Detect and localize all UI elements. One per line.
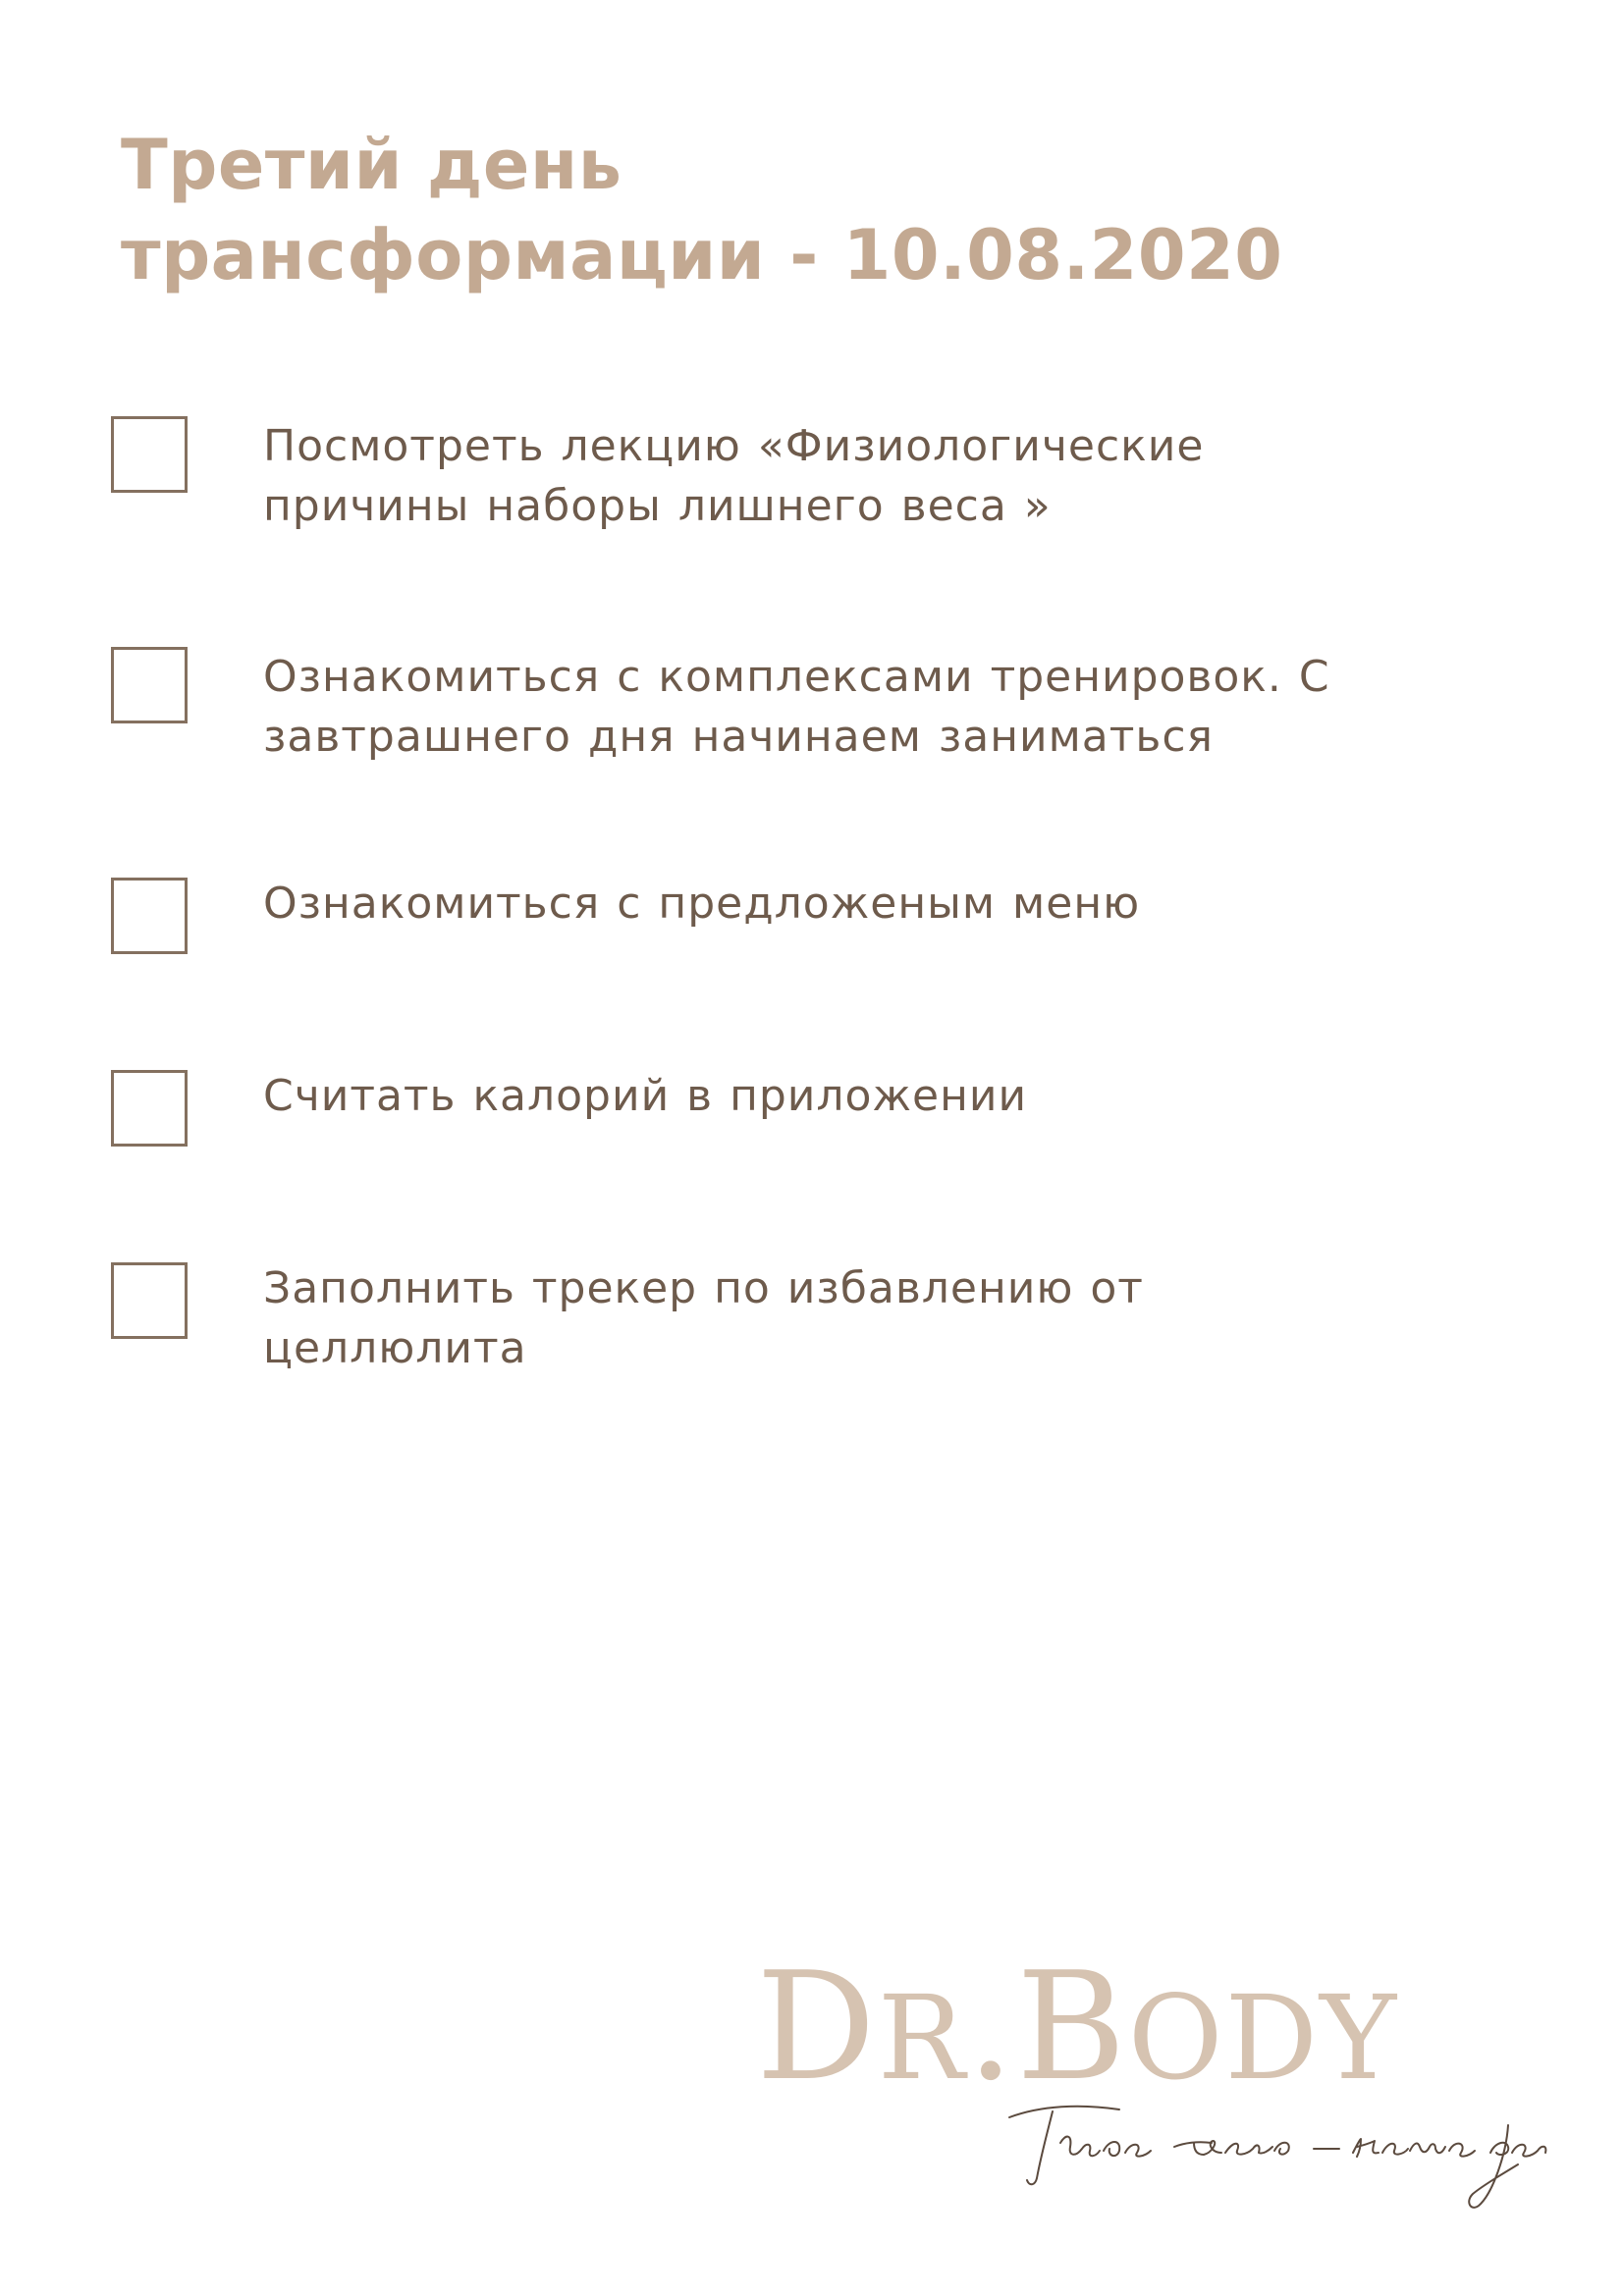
task-checkbox-2[interactable] (111, 647, 188, 723)
brand-slogan-signature (1001, 2096, 1551, 2214)
task-label-2 (263, 647, 1486, 767)
task-label-3 (263, 874, 1486, 934)
page-title-line-2: трансформации - 10.08.2020 (121, 215, 1283, 295)
task-checkbox-3[interactable] (111, 878, 188, 954)
task-checkbox-4[interactable] (111, 1070, 188, 1147)
brand-block (756, 1940, 1561, 2238)
task-label-5-line-1: Заполнить трекер по избавлению от (263, 1263, 1144, 1313)
task-label-1-line-2: причины наборы лишнего веса » (263, 481, 1052, 531)
task-checkbox-1[interactable] (111, 416, 188, 493)
task-label-5-line-2: целлюлита (263, 1323, 527, 1373)
task-label-1-line-1: Посмотреть лекцию «Физиологические (263, 421, 1205, 471)
task-checkbox-5[interactable] (111, 1262, 188, 1339)
task-label-5 (263, 1258, 1486, 1378)
task-label-4-line-1: Считать калорий в приложении (263, 1071, 1028, 1121)
page-title (121, 120, 1397, 300)
task-label-2-line-1: Ознакомиться с комплексами тренировок. С (263, 652, 1330, 702)
task-label-3-line-1: Ознакомиться с предложеным меню (263, 879, 1141, 929)
task-label-4 (263, 1066, 1486, 1126)
page-title-line-1: Третий день (121, 125, 622, 205)
brand-logo: DR.BODY (756, 1940, 1398, 2113)
task-label-2-line-2: завтрашнего дня начинаем заниматься (263, 712, 1214, 762)
task-label-1 (263, 416, 1486, 536)
